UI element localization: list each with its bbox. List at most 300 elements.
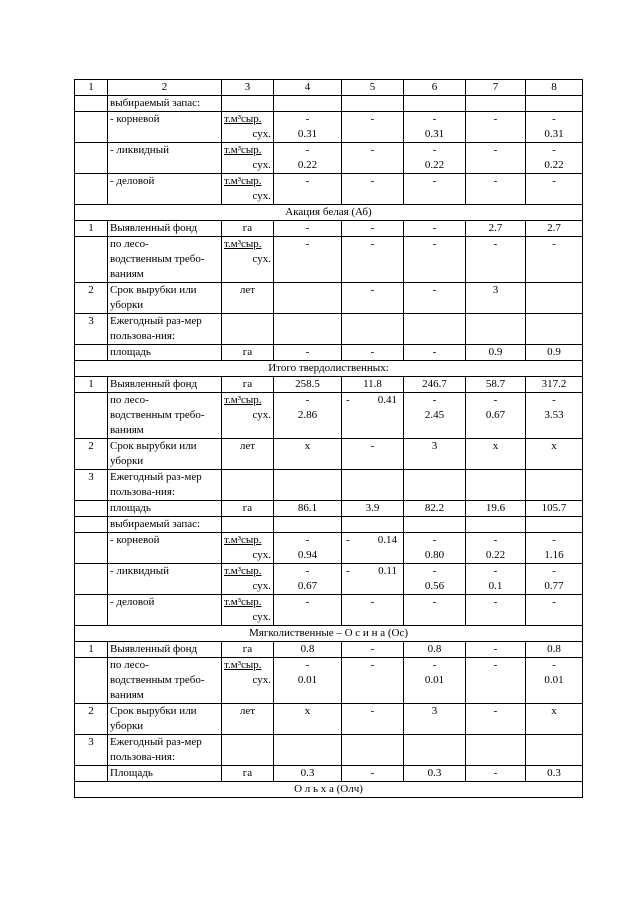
value-cell bbox=[342, 501, 404, 517]
row-label: выбираемый запас: bbox=[110, 518, 201, 530]
value-text: - bbox=[370, 238, 375, 250]
value-cell bbox=[466, 501, 526, 517]
column-header: 6 bbox=[404, 80, 466, 96]
table-row bbox=[75, 766, 583, 782]
value-cell bbox=[526, 642, 583, 658]
value-text: - bbox=[432, 144, 437, 156]
value-text: - bbox=[493, 565, 498, 577]
row-number: 1 bbox=[75, 221, 108, 237]
unit-cell bbox=[222, 96, 274, 112]
unit-text: лет bbox=[239, 440, 256, 452]
value-text: - bbox=[493, 767, 498, 779]
row-number bbox=[75, 143, 108, 174]
value-cell bbox=[466, 112, 526, 143]
unit-cell bbox=[222, 283, 274, 314]
row-label: уборки bbox=[110, 299, 144, 311]
table-row bbox=[75, 377, 583, 393]
value-cell bbox=[274, 377, 342, 393]
unit-cell bbox=[222, 221, 274, 237]
table-row bbox=[75, 96, 583, 112]
value-text: - bbox=[305, 346, 310, 358]
row-number bbox=[75, 658, 108, 704]
value-cell bbox=[404, 345, 466, 361]
row-label: по лесо- bbox=[110, 394, 149, 406]
row-number bbox=[75, 517, 108, 533]
value-cell bbox=[404, 470, 466, 501]
value-text: 0.80 bbox=[424, 549, 445, 561]
value-text: - bbox=[493, 659, 498, 671]
value-text: 3 bbox=[492, 284, 499, 296]
value-text: 0.31 bbox=[544, 128, 564, 140]
value-cell bbox=[274, 658, 342, 704]
value-text: - bbox=[493, 394, 498, 406]
section-title: Мягколиственные – О с и н а (Ос) bbox=[75, 626, 583, 642]
value-text: 2.7 bbox=[547, 222, 561, 234]
row-label-cell bbox=[108, 143, 222, 174]
value-cell bbox=[342, 143, 404, 174]
value-text: - bbox=[305, 144, 310, 156]
unit-cell bbox=[222, 658, 274, 704]
row-label: водственным требо- bbox=[110, 253, 205, 265]
section-row bbox=[75, 782, 583, 798]
row-label-cell bbox=[108, 735, 222, 766]
value-text: - bbox=[370, 767, 375, 779]
row-number: 1 bbox=[75, 377, 108, 393]
value-cell bbox=[274, 470, 342, 501]
table-row bbox=[75, 564, 583, 595]
row-label: пользова-ния: bbox=[110, 486, 176, 498]
value-split bbox=[344, 564, 401, 579]
value-cell bbox=[342, 314, 404, 345]
row-label-cell bbox=[108, 564, 222, 595]
value-text: x bbox=[551, 440, 557, 452]
unit-text: сух. bbox=[252, 580, 271, 592]
unit-text: лет bbox=[239, 284, 256, 296]
value-text: - bbox=[432, 284, 437, 296]
table-row bbox=[75, 501, 583, 517]
row-label: водственным требо- bbox=[110, 409, 205, 421]
value-cell bbox=[466, 143, 526, 174]
value-cell bbox=[526, 766, 583, 782]
row-label: уборки bbox=[110, 720, 144, 732]
value-cell bbox=[404, 517, 466, 533]
value-text: 0.11 bbox=[378, 565, 397, 577]
value-cell bbox=[526, 221, 583, 237]
value-text: - bbox=[493, 596, 498, 608]
value-cell bbox=[274, 501, 342, 517]
value-cell bbox=[404, 501, 466, 517]
value-text: 3.9 bbox=[365, 502, 380, 514]
value-cell bbox=[404, 642, 466, 658]
value-cell bbox=[342, 642, 404, 658]
unit-text: т.м³сыр. bbox=[224, 534, 262, 546]
row-label-cell bbox=[108, 533, 222, 564]
value-cell bbox=[526, 704, 583, 735]
unit-cell bbox=[222, 143, 274, 174]
value-text: - bbox=[432, 222, 437, 234]
row-label: пользова-ния: bbox=[110, 330, 176, 342]
value-text: - bbox=[432, 394, 437, 406]
value-text: 0.9 bbox=[488, 346, 503, 358]
row-number bbox=[75, 174, 108, 205]
value-cell bbox=[526, 439, 583, 470]
row-label: Выявленный фонд bbox=[110, 222, 198, 234]
value-text: 3.53 bbox=[544, 409, 564, 421]
value-cell bbox=[342, 533, 404, 564]
value-cell bbox=[404, 564, 466, 595]
row-label: - ликвидный bbox=[110, 144, 169, 156]
value-cell bbox=[526, 517, 583, 533]
table-row bbox=[75, 517, 583, 533]
value-text: x bbox=[304, 705, 311, 717]
value-cell bbox=[466, 96, 526, 112]
value-cell bbox=[342, 345, 404, 361]
value-text: - bbox=[305, 596, 310, 608]
value-text: - bbox=[370, 175, 375, 187]
row-label-cell bbox=[108, 174, 222, 205]
unit-text: га bbox=[242, 767, 253, 779]
value-text: 0.22 bbox=[485, 549, 506, 561]
table-row bbox=[75, 221, 583, 237]
value-cell bbox=[526, 501, 583, 517]
value-cell bbox=[404, 533, 466, 564]
value-cell bbox=[342, 766, 404, 782]
value-text: - bbox=[370, 113, 375, 125]
value-text: 0.3 bbox=[300, 767, 315, 779]
unit-text: т.м³сыр. bbox=[224, 565, 262, 577]
value-cell bbox=[466, 221, 526, 237]
value-text: - bbox=[305, 222, 310, 234]
value-cell bbox=[274, 112, 342, 143]
table-row bbox=[75, 393, 583, 439]
unit-text: т.м³сыр. bbox=[224, 659, 262, 671]
row-label: ваниям bbox=[110, 689, 144, 701]
unit-text: т.м³сыр. bbox=[224, 596, 262, 608]
value-cell bbox=[342, 439, 404, 470]
value-text: - bbox=[432, 113, 437, 125]
value-text: - bbox=[432, 596, 437, 608]
unit-cell bbox=[222, 735, 274, 766]
unit-cell bbox=[222, 517, 274, 533]
value-cell bbox=[526, 96, 583, 112]
value-cell bbox=[466, 658, 526, 704]
value-text: 0.01 bbox=[297, 674, 318, 686]
value-text: - bbox=[370, 144, 375, 156]
value-cell bbox=[404, 766, 466, 782]
value-text: - bbox=[552, 394, 556, 406]
value-text: 0.3 bbox=[427, 767, 442, 779]
value-cell bbox=[274, 221, 342, 237]
unit-text: га bbox=[242, 378, 253, 390]
value-cell bbox=[404, 221, 466, 237]
value-cell bbox=[274, 517, 342, 533]
value-cell bbox=[342, 96, 404, 112]
row-label: - корневой bbox=[110, 113, 160, 125]
value-text: - bbox=[552, 565, 556, 577]
row-label-cell bbox=[108, 237, 222, 283]
value-text: - bbox=[493, 705, 498, 717]
value-cell bbox=[274, 237, 342, 283]
value-cell bbox=[404, 174, 466, 205]
value-cell bbox=[342, 704, 404, 735]
section-title: Акация белая (Аб) bbox=[75, 205, 583, 221]
value-text: - bbox=[346, 565, 350, 577]
row-number bbox=[75, 564, 108, 595]
table-row bbox=[75, 112, 583, 143]
value-text: - bbox=[370, 643, 375, 655]
column-header: 5 bbox=[342, 80, 404, 96]
unit-cell bbox=[222, 533, 274, 564]
value-text: 3 bbox=[431, 705, 438, 717]
value-text: - bbox=[305, 113, 310, 125]
row-number bbox=[75, 533, 108, 564]
value-cell bbox=[342, 564, 404, 595]
value-cell bbox=[526, 658, 583, 704]
value-text: 0.22 bbox=[544, 159, 564, 171]
row-label: - деловой bbox=[110, 596, 155, 608]
value-cell bbox=[466, 766, 526, 782]
value-cell bbox=[404, 314, 466, 345]
row-label: уборки bbox=[110, 455, 144, 467]
unit-cell bbox=[222, 314, 274, 345]
unit-cell bbox=[222, 237, 274, 283]
row-number: 3 bbox=[75, 314, 108, 345]
value-cell bbox=[466, 735, 526, 766]
value-text: 2.45 bbox=[424, 409, 445, 421]
value-cell bbox=[526, 595, 583, 626]
row-label: площадь bbox=[110, 502, 151, 514]
value-text: 0.8 bbox=[300, 643, 315, 655]
value-cell bbox=[404, 735, 466, 766]
row-label-cell bbox=[108, 283, 222, 314]
value-cell bbox=[342, 174, 404, 205]
table-row bbox=[75, 658, 583, 704]
value-text: 2.7 bbox=[488, 222, 503, 234]
table-row bbox=[75, 735, 583, 766]
row-label-cell bbox=[108, 704, 222, 735]
value-text: 0.01 bbox=[544, 674, 564, 686]
value-cell bbox=[342, 658, 404, 704]
value-text: - bbox=[432, 346, 437, 358]
value-text: - bbox=[432, 238, 437, 250]
value-text: 0.14 bbox=[377, 534, 397, 546]
value-cell bbox=[404, 283, 466, 314]
row-label: Ежегодный раз-мер bbox=[110, 471, 202, 483]
value-cell bbox=[404, 112, 466, 143]
row-number: 3 bbox=[75, 470, 108, 501]
value-cell bbox=[342, 393, 404, 439]
value-cell bbox=[526, 174, 583, 205]
unit-text: лет bbox=[239, 705, 256, 717]
value-text: 0.1 bbox=[488, 580, 503, 592]
row-label: - ликвидный bbox=[110, 565, 169, 577]
value-text: - bbox=[305, 238, 310, 250]
row-label-cell bbox=[108, 501, 222, 517]
value-text: - bbox=[552, 238, 556, 250]
value-cell bbox=[466, 393, 526, 439]
value-text: - bbox=[552, 175, 556, 187]
value-cell bbox=[342, 283, 404, 314]
row-label-cell bbox=[108, 221, 222, 237]
value-text: - bbox=[346, 394, 350, 406]
value-text: 0.67 bbox=[297, 580, 318, 592]
value-cell bbox=[526, 283, 583, 314]
table-row bbox=[75, 704, 583, 735]
unit-text: сух. bbox=[252, 409, 271, 421]
value-cell bbox=[342, 517, 404, 533]
value-text: - bbox=[370, 440, 375, 452]
value-cell bbox=[342, 470, 404, 501]
value-cell bbox=[466, 564, 526, 595]
value-text: 2.86 bbox=[297, 409, 318, 421]
table-header-row bbox=[75, 80, 583, 96]
value-text: - bbox=[370, 346, 375, 358]
column-header: 4 bbox=[274, 80, 342, 96]
table-row bbox=[75, 595, 583, 626]
value-text: - bbox=[552, 144, 556, 156]
row-label-cell bbox=[108, 766, 222, 782]
value-cell bbox=[274, 533, 342, 564]
value-cell bbox=[274, 704, 342, 735]
column-header: 8 bbox=[526, 80, 583, 96]
value-text: - bbox=[346, 534, 350, 546]
row-label-cell bbox=[108, 595, 222, 626]
value-cell bbox=[466, 642, 526, 658]
value-text: - bbox=[432, 659, 437, 671]
value-split bbox=[344, 393, 401, 408]
unit-cell bbox=[222, 704, 274, 735]
value-text: - bbox=[493, 144, 498, 156]
unit-cell bbox=[222, 345, 274, 361]
value-cell bbox=[526, 345, 583, 361]
column-header: 7 bbox=[466, 80, 526, 96]
value-cell bbox=[526, 377, 583, 393]
value-cell bbox=[466, 704, 526, 735]
value-text: - bbox=[432, 175, 437, 187]
row-number: 1 bbox=[75, 642, 108, 658]
value-text: - bbox=[552, 596, 556, 608]
value-cell bbox=[342, 735, 404, 766]
value-cell bbox=[526, 314, 583, 345]
table-row bbox=[75, 642, 583, 658]
value-text: x bbox=[492, 440, 499, 452]
row-label-cell bbox=[108, 393, 222, 439]
value-text: - bbox=[370, 705, 375, 717]
unit-cell bbox=[222, 501, 274, 517]
value-cell bbox=[274, 564, 342, 595]
row-label-cell bbox=[108, 314, 222, 345]
value-text: 0.8 bbox=[427, 643, 442, 655]
unit-text: т.м³сыр. bbox=[224, 113, 262, 125]
value-text: - bbox=[493, 643, 498, 655]
value-text: 0.67 bbox=[485, 409, 506, 421]
row-label-cell bbox=[108, 345, 222, 361]
value-text: 0.31 bbox=[297, 128, 318, 140]
value-cell bbox=[526, 112, 583, 143]
row-label-cell bbox=[108, 112, 222, 143]
row-label: - деловой bbox=[110, 175, 155, 187]
unit-cell bbox=[222, 595, 274, 626]
column-header: 3 bbox=[222, 80, 274, 96]
value-cell bbox=[466, 533, 526, 564]
value-text: 0.3 bbox=[547, 767, 561, 779]
value-cell bbox=[274, 393, 342, 439]
row-label-cell bbox=[108, 658, 222, 704]
value-text: - bbox=[493, 238, 498, 250]
value-text: 0.94 bbox=[297, 549, 318, 561]
value-text: 258.5 bbox=[295, 378, 320, 390]
section-row bbox=[75, 626, 583, 642]
unit-cell bbox=[222, 377, 274, 393]
unit-text: сух. bbox=[252, 253, 271, 265]
value-cell bbox=[466, 439, 526, 470]
value-cell bbox=[526, 470, 583, 501]
section-row bbox=[75, 205, 583, 221]
table-row bbox=[75, 283, 583, 314]
value-text: - bbox=[305, 394, 310, 406]
value-cell bbox=[404, 96, 466, 112]
row-label: пользова-ния: bbox=[110, 751, 176, 763]
row-number bbox=[75, 237, 108, 283]
row-label-cell bbox=[108, 642, 222, 658]
row-label: Ежегодный раз-мер bbox=[110, 736, 202, 748]
value-text: 0.41 bbox=[377, 394, 397, 406]
row-label-cell bbox=[108, 96, 222, 112]
table-row bbox=[75, 237, 583, 283]
row-number bbox=[75, 393, 108, 439]
value-cell bbox=[404, 143, 466, 174]
row-label: ваниям bbox=[110, 424, 144, 436]
value-cell bbox=[466, 377, 526, 393]
row-label: ваниям bbox=[110, 268, 144, 280]
value-text: 0.01 bbox=[424, 674, 445, 686]
row-number bbox=[75, 112, 108, 143]
row-number: 2 bbox=[75, 439, 108, 470]
unit-text: сух. bbox=[252, 674, 271, 686]
value-cell bbox=[274, 595, 342, 626]
unit-text: га bbox=[242, 643, 253, 655]
unit-cell bbox=[222, 470, 274, 501]
column-header: 2 bbox=[108, 80, 222, 96]
row-label: - корневой bbox=[110, 534, 160, 546]
table-row bbox=[75, 174, 583, 205]
value-cell bbox=[404, 377, 466, 393]
value-cell bbox=[526, 393, 583, 439]
value-text: - bbox=[432, 534, 437, 546]
value-text: 0.77 bbox=[544, 580, 564, 592]
value-text: 0.31 bbox=[424, 128, 445, 140]
row-label: Срок вырубки или bbox=[110, 705, 197, 717]
value-cell bbox=[404, 704, 466, 735]
value-cell bbox=[466, 470, 526, 501]
unit-text: га bbox=[242, 222, 253, 234]
value-cell bbox=[466, 345, 526, 361]
value-text: x bbox=[304, 440, 311, 452]
value-text: - bbox=[493, 113, 498, 125]
unit-text: т.м³сыр. bbox=[224, 394, 262, 406]
section-row bbox=[75, 361, 583, 377]
unit-cell bbox=[222, 393, 274, 439]
unit-cell bbox=[222, 564, 274, 595]
value-text: - bbox=[493, 175, 498, 187]
value-cell bbox=[274, 143, 342, 174]
table-row bbox=[75, 439, 583, 470]
value-text: 317.2 bbox=[541, 378, 567, 390]
unit-cell bbox=[222, 174, 274, 205]
table-row bbox=[75, 314, 583, 345]
row-label: по лесо- bbox=[110, 659, 149, 671]
row-label: площадь bbox=[110, 346, 151, 358]
